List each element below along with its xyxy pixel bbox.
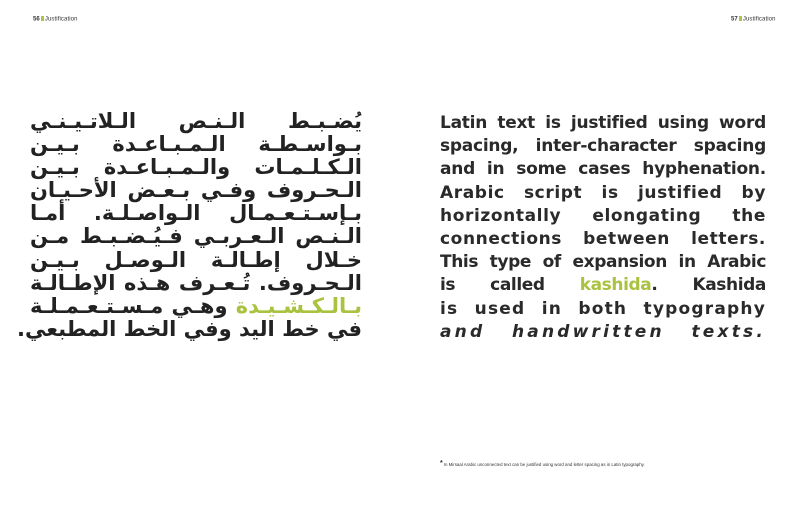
latin-line: horizontally elongating the: [440, 205, 766, 226]
latin-line: connections between letters.: [440, 228, 766, 249]
arabic-line-rest: وهـي مـسـتـعـمـلـة: [30, 293, 228, 318]
arabic-line: يُضـبـط الـنـص الـلاتـيـنـي: [30, 109, 362, 133]
page-folio-left: [33, 16, 78, 23]
kashida-highlight: بـالـكـشـيـدة: [235, 293, 362, 318]
latin-line: Latin text is justified using word: [440, 113, 766, 133]
arabic-line: الـحـروف. تُـعـرف هـذه الإطـالـة: [30, 270, 362, 295]
footnote: [440, 460, 760, 467]
latin-line-start: is called: [440, 275, 545, 296]
latin-line: spacing, inter-character spacing: [440, 136, 766, 157]
footnote-text: In Mirsaal Arabic unconnected text can be justified using word and letter spacing as in Latin typography.: [443, 462, 645, 467]
latin-paragraph: [440, 112, 766, 344]
footnote-mark: *: [440, 460, 443, 467]
page-number: 56: [33, 16, 40, 23]
latin-line: This type of expansion in Arabic: [440, 252, 766, 273]
arabic-line: بـواسـطـة الـمـبـاعـدة بـيـن: [30, 132, 362, 157]
latin-line: and handwritten texts.: [440, 321, 766, 342]
section-name: Justification: [44, 16, 78, 23]
accent-marker: [41, 16, 44, 21]
latin-line: and in some cases hyphenation.: [440, 159, 766, 180]
latin-line-end: . Kashida: [651, 275, 766, 296]
arabic-line: الـكـلـمـات والـمـبـاعـدة بـيـن: [30, 155, 362, 180]
arabic-line: الـنـص الـعـربـي فـيُـضـبـط مـن: [30, 224, 362, 249]
page-number: 57: [731, 16, 738, 23]
page-folio-right: [731, 16, 776, 23]
arabic-paragraph: [17, 109, 362, 341]
arabic-line: في خط اليد وفي الخط المطبعي.: [17, 316, 362, 341]
arabic-line: الـحـروف وفـي بـعـض الأحـيـان: [30, 178, 362, 203]
arabic-line: بـإسـتـعـمـال الـواصـلـة. أمـا: [30, 201, 362, 226]
arabic-line: خـلال إطـالـة الـوصـل بـيـن: [30, 247, 362, 272]
latin-line: [440, 274, 766, 297]
kashida-highlight: kashida: [579, 275, 652, 296]
latin-line: is used in both typography: [440, 298, 766, 319]
accent-marker: [739, 16, 742, 21]
section-name: Justification: [742, 16, 776, 23]
latin-line: Arabic script is justified by: [440, 182, 766, 203]
arabic-line: [30, 295, 362, 318]
